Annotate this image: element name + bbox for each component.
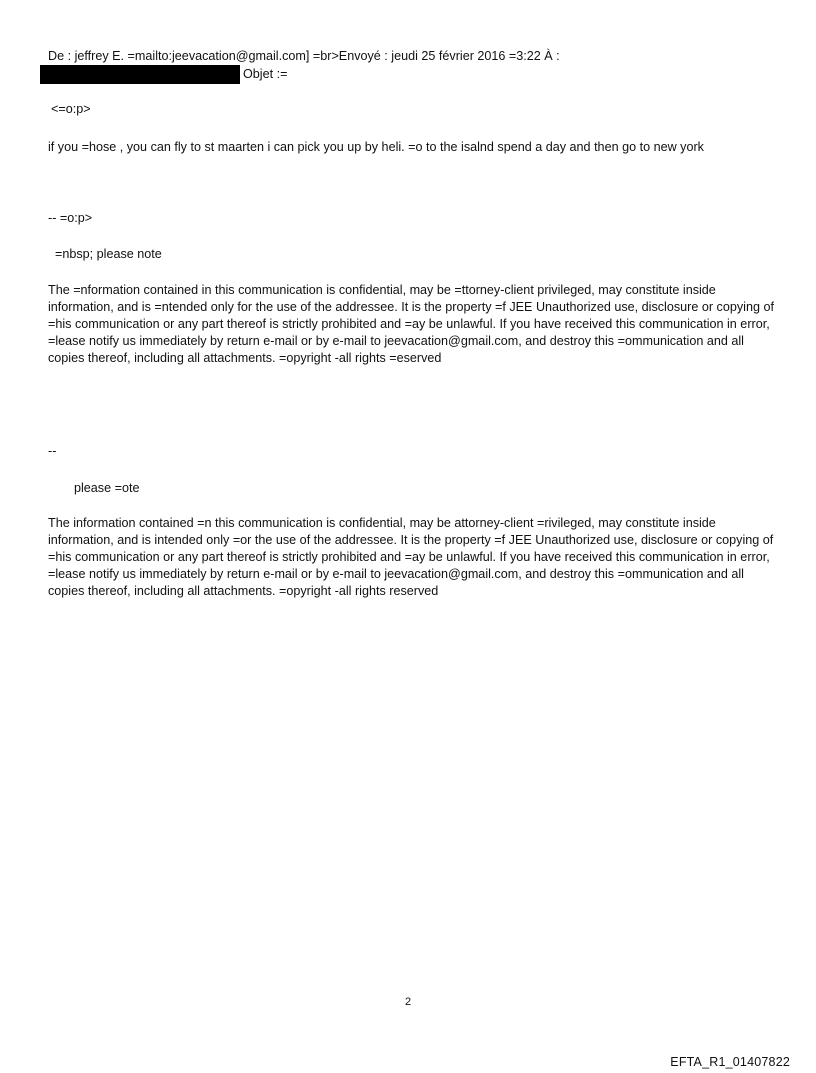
redaction-block	[40, 65, 240, 84]
op-tag-line: <=o:p>	[51, 102, 91, 116]
page-number: 2	[404, 996, 412, 1008]
separator-line: --	[48, 444, 57, 458]
disclaimer-paragraph: The information contained =n this communication is confidential, may be attorney-client =rivileged, may constitute inside information, and is intended only =or the use of the addressee. It is the property =f JEE Unauthorized use, disclosure or copying of =his communication or any part thereof is strictly prohibited and =ay be unlawful. If you have received this communication in error, =lease notify us immediately by return e-mail or by e-mail to jeevacation@gmail.com, and destroy this =ommunication and all copies thereof, including all attachments. =opyright -all rights reserved	[48, 516, 774, 598]
email-subject-line: Objet :=	[243, 67, 288, 81]
email-from-line: De : jeffrey E. =mailto:jeevacation@gmail.com] =br>Envoyé : jeudi 25 février 2016 =3:22 À :	[48, 49, 560, 63]
note-line: please =ote	[74, 481, 140, 495]
disclaimer-paragraph: The =nformation contained in this communication is confidential, may be =ttorney-client privileged, may constitute inside information, and is =ntended only for the use of the addressee. It is the property =f JEE Unauthorized use, disclosure or copying of =his communication or any part thereof is strictly prohibited and =ay be unlawful. If you have received this communication in error, =lease notify us immediately by return e-mail or by e-mail to jeevacation@gmail.com, and destroy this =ommunication and all copies thereof, including all attachments. =opyright -all rights =eserved	[48, 283, 774, 365]
note-line: =nbsp; please note	[55, 247, 162, 261]
separator-line: -- =o:p>	[48, 211, 93, 225]
document-id: EFTA_R1_01407822	[670, 1055, 790, 1069]
message-text: if you =hose , you can fly to st maarten i can pick you up by heli. =o to the isalnd spend a day and then go to new york	[48, 140, 704, 154]
